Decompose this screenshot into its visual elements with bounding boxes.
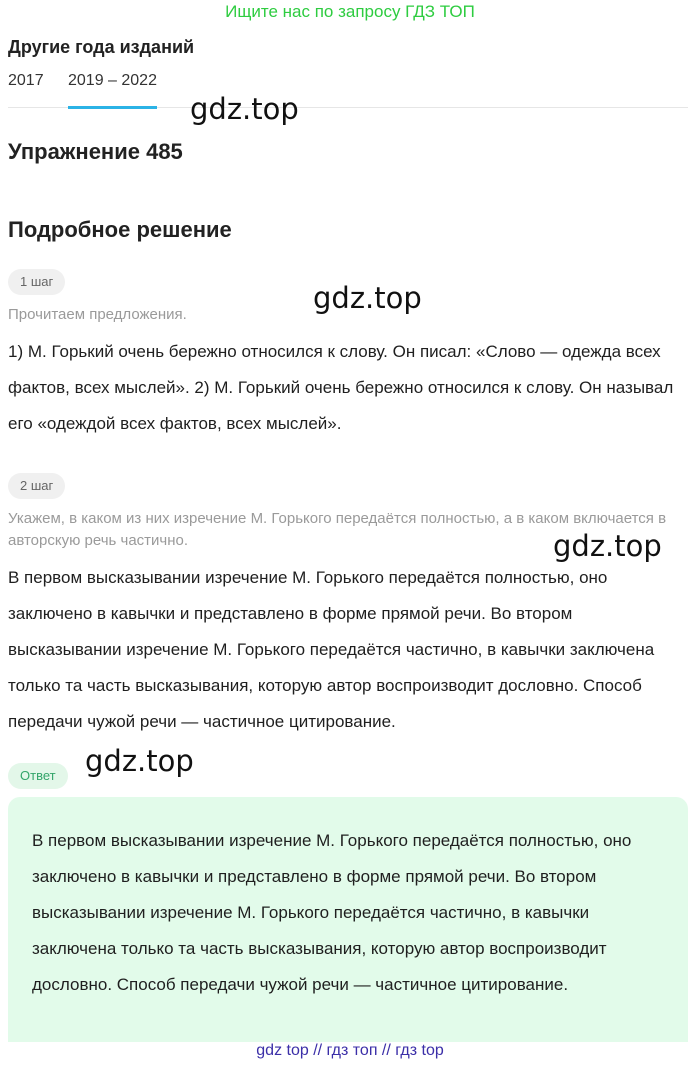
step-hint: Прочитаем предложения. [8,306,187,323]
tab-2019-2022[interactable] [68,72,157,108]
promo-banner[interactable]: Ищите нас по запросу ГДЗ ТОП [225,2,475,21]
watermark: gdz.top [313,281,422,315]
watermark: gdz.top [553,529,662,563]
edition-tabs [8,72,688,108]
answer-box [8,797,688,1042]
footer-links[interactable]: gdz top // гдз топ // гдз top [256,1042,444,1059]
exercise-title: Упражнение 485 [8,139,183,164]
step-badge: 1 шаг [8,269,65,295]
tab-label: 2019 – 2022 [68,72,157,89]
tab-2017[interactable]: 2017 [8,72,44,89]
answer-badge: Ответ [8,763,68,789]
step-text: 1) М. Горький очень бережно относился к слову. Он писал: «Слово — одежда всех фактов, всех мыслей». 2) М. Горький очень бережно относился к слову. Он называл его «одеждой всех фактов, всех мыслей». [8,342,674,433]
watermark: gdz.top [85,744,194,778]
step-hint: Укажем, в каком из них изречение М. Горького передаётся полностью, а в каком включается в авторскую речь частично. [8,510,667,549]
editions-heading: Другие года изданий [8,37,195,57]
watermark: gdz.top [190,92,299,126]
step-badge: 2 шаг [8,473,65,499]
active-tab-indicator [68,106,157,109]
answer-text: В первом высказывании изречение М. Горького передаётся полностью, оно заключено в кавычки и представлено в форме прямой речи. Во втором высказывании изречение М. Горького передаётся частично, в кавычки заключена только та часть высказывания, которую автор воспроизводит дословно. Способ передачи чужой речи — частичное цитирование. [32,831,632,994]
solution-heading: Подробное решение [8,217,232,242]
step-text: В первом высказывании изречение М. Горького передаётся полностью, оно заключено в кавычки и представлено в форме прямой речи. Во втором высказывании изречение М. Горького передаётся частично, в кавычки заключена только та часть высказывания, которую автор воспроизводит дословно. Способ передачи чужой речи — частичное цитирование. [8,568,655,731]
